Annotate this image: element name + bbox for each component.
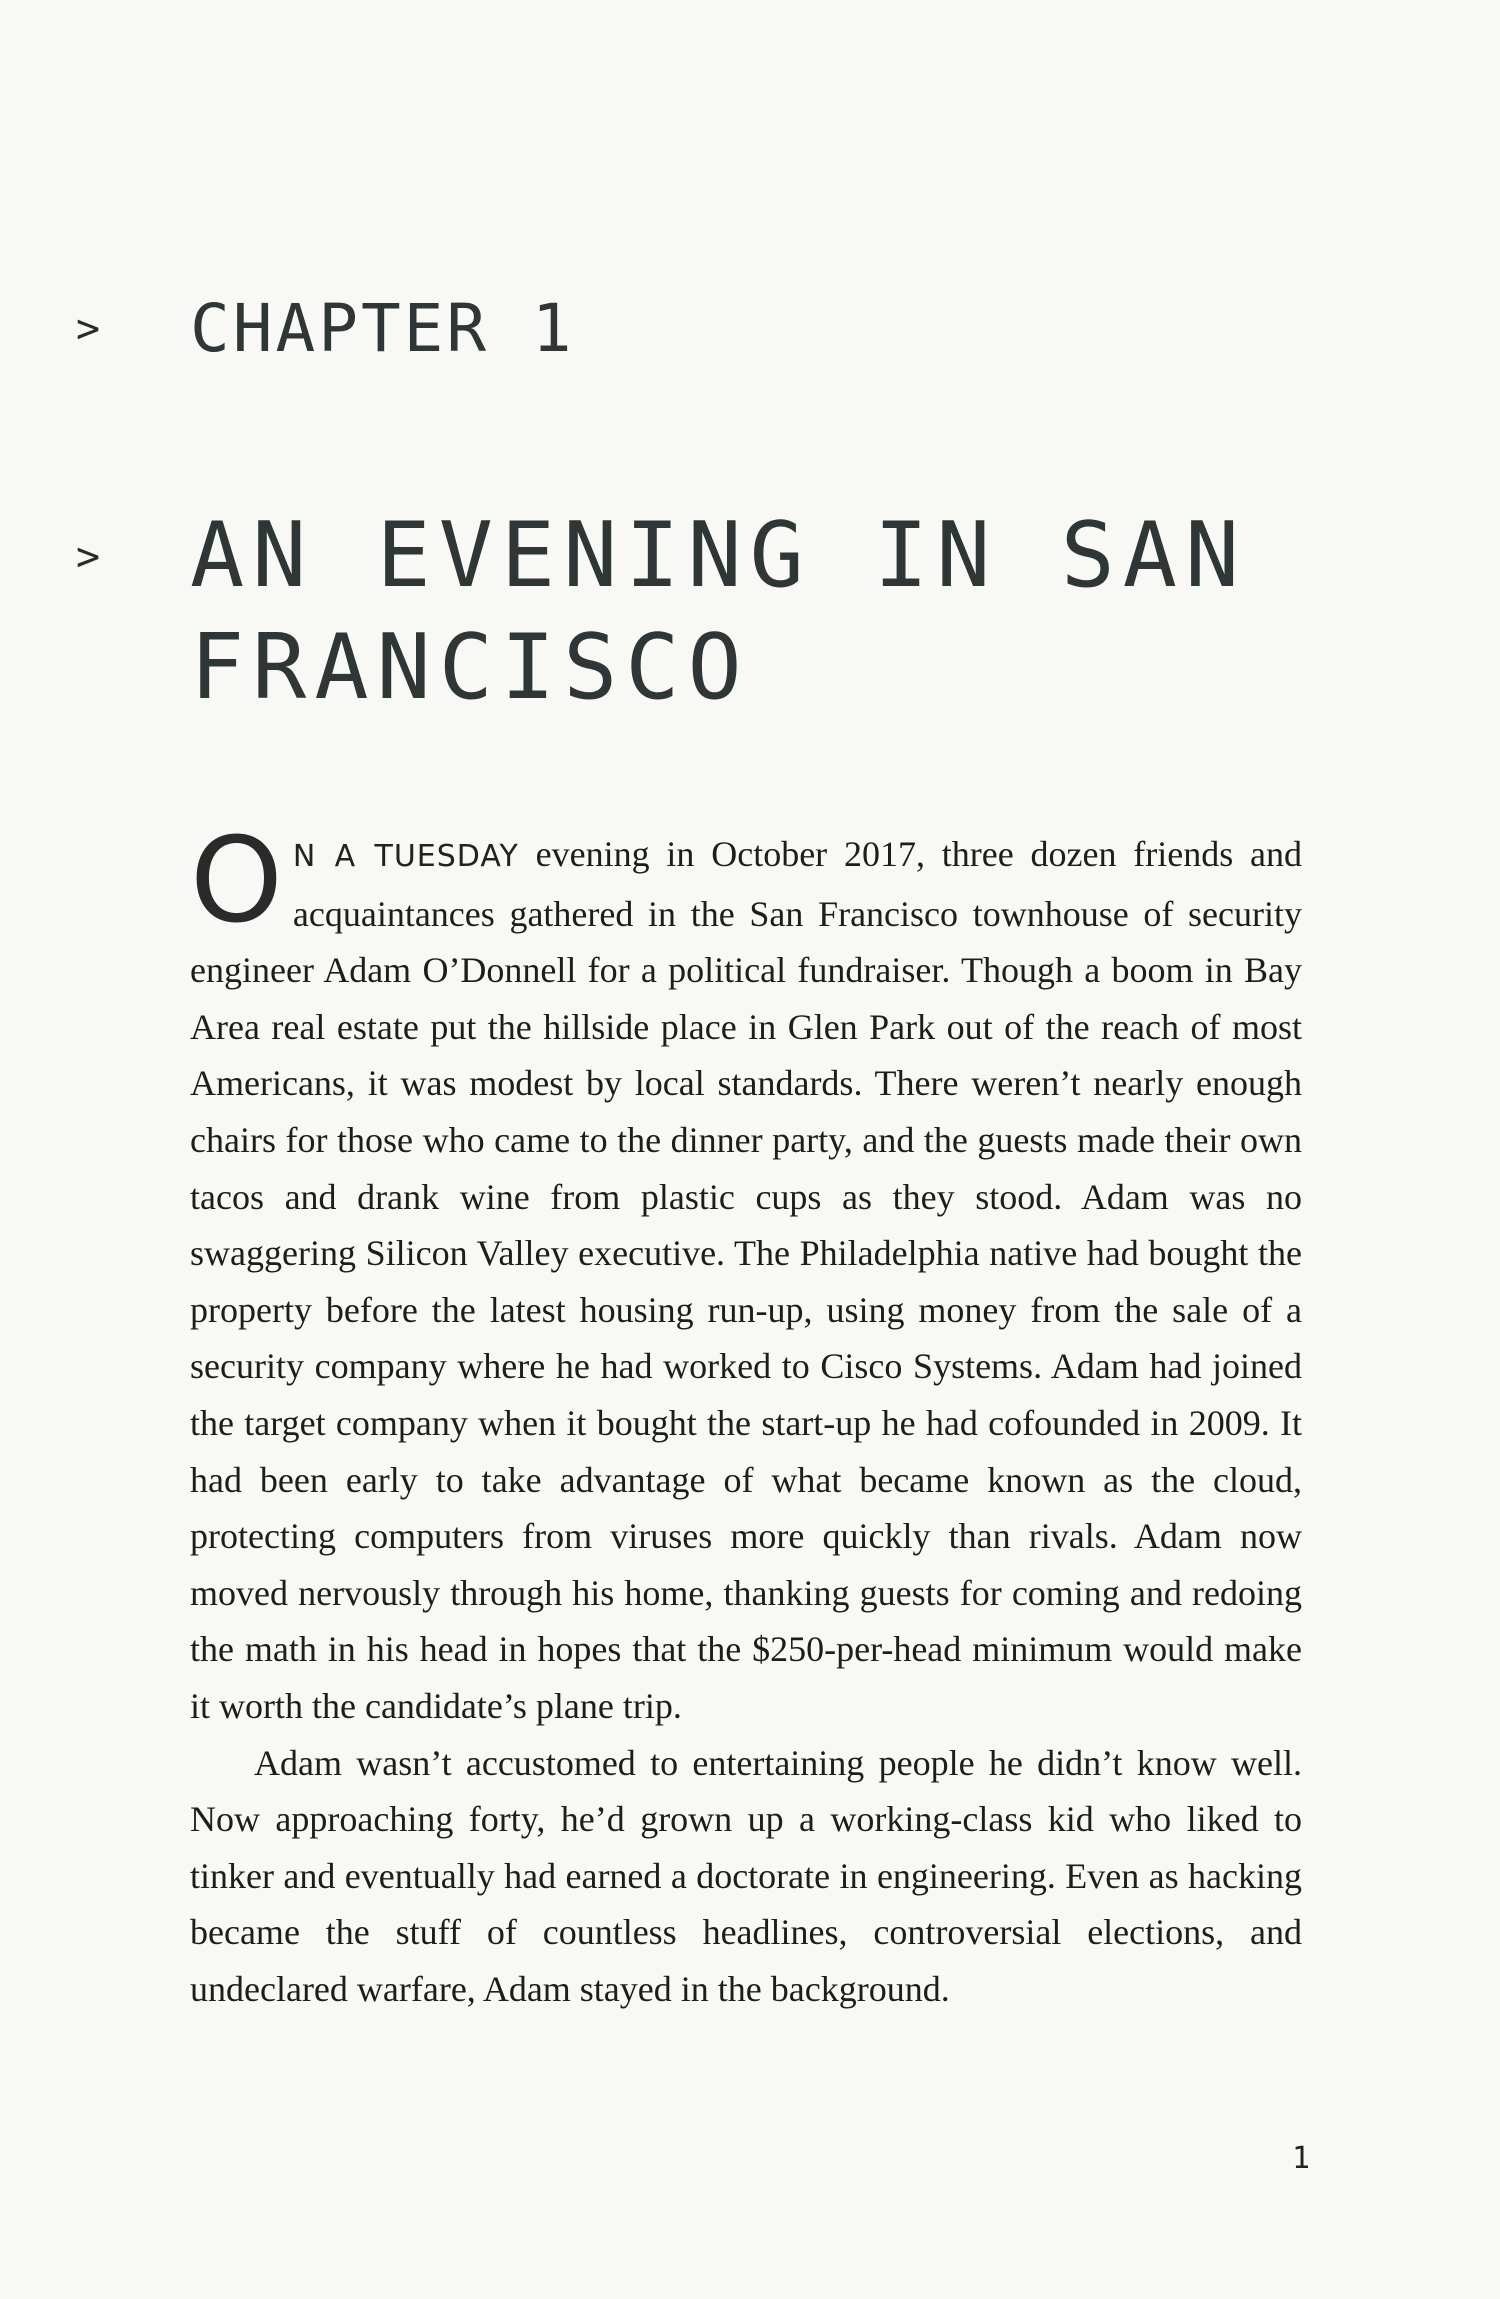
paragraph-1-text: evening in October 2017, three dozen friends and acquaintances gathered in the San Francisco townhouse of security engineer Adam O’Donnell for a political fundraiser. Though a boom in Bay Area real estate put the hillside place in Glen Park out of the reach of most Americans, it was modest by local standards. There weren’t nearly enough chairs for those who came to the dinner party, and the guests made their own tacos and drank wine from plastic cups as they stood. Adam was no swaggering Silicon Valley executive. The Philadelphia native had bought the property before the latest housing run-up, using money from the sale of a security company where he had worked to Cisco Systems. Adam had joined the target company when it bought the start-up he had cofounded in 2009. It had been early to take advantage of what became known as the cloud, protecting computers from viruses more quickly than rivals. Adam now moved nervously through his home, thanking guests for coming and redoing the math in his head in hopes that the $250-per-head minimum would make it worth the candidate’s plane trip.	[190, 834, 1302, 1726]
chapter-marker-chevron-icon: >	[76, 306, 101, 352]
page-number: 1	[1291, 2141, 1310, 2176]
lead-in-smallcaps: N A TUESDAY	[292, 839, 519, 874]
paragraph-2: Adam wasn’t accustomed to entertaining people he didn’t know well. Now approaching forty, he’d grown up a working-class kid who liked to tinker and eventually had earned a doctorate in engineering. Even as hacking became the stuff of countless headlines, controversial elections, and undeclared warfare, Adam stayed in the background.	[190, 1742, 1302, 2009]
drop-cap: O	[190, 811, 283, 949]
paragraph-1	[190, 811, 1302, 1735]
chapter-label: CHAPTER 1	[190, 290, 575, 367]
body-text	[190, 811, 1302, 2017]
chapter-title: AN EVENING IN SAN FRANCISCO	[190, 503, 1248, 720]
title-marker-chevron-icon: >	[76, 534, 101, 580]
